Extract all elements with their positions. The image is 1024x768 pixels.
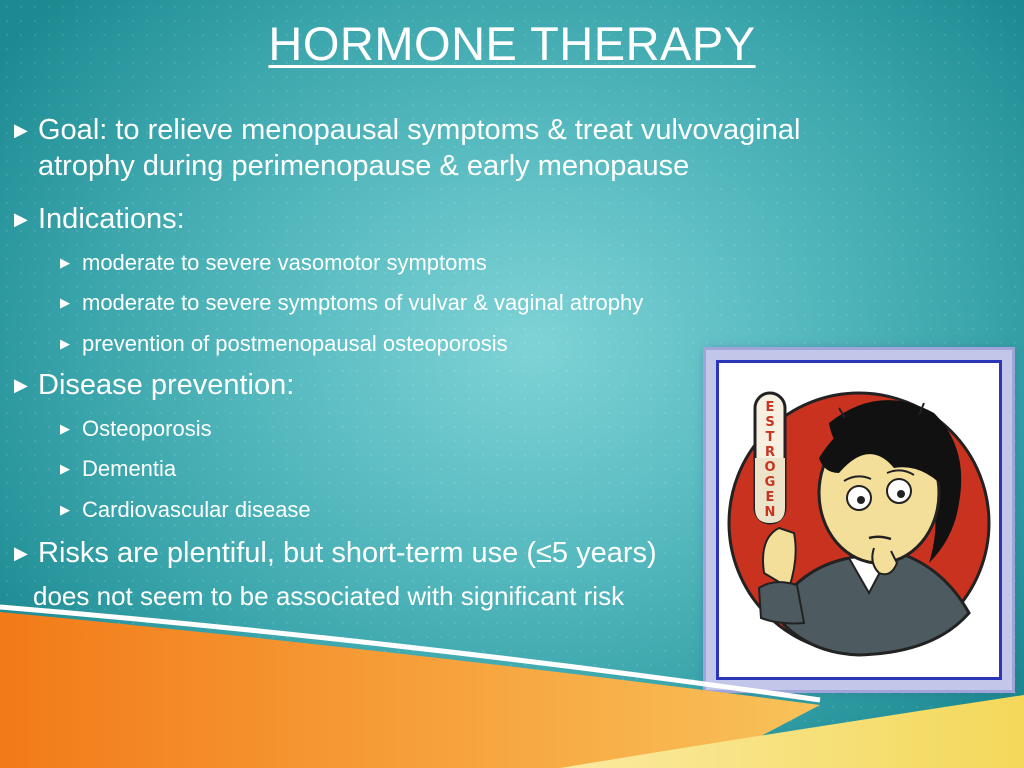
sub-bullet-text: Dementia (82, 456, 177, 481)
bullet-goal-line1: Goal: to relieve menopausal symptoms & treat vulvovaginal (38, 114, 801, 146)
pill-letter: T (765, 430, 775, 445)
pill-letter: E (765, 400, 775, 415)
sub-bullet-arrow-icon: ▶ (60, 295, 70, 310)
pill-letter: O (764, 460, 776, 475)
sub-bullet-text: moderate to severe symptoms of vulvar & vaginal atrophy (82, 290, 644, 315)
sub-bullet-arrow-icon: ▶ (60, 461, 70, 476)
bullet-arrow-icon: ▶ (14, 209, 28, 229)
sub-bullet-text: Cardiovascular disease (82, 497, 311, 522)
pill-letter: N (764, 505, 776, 520)
bullet-risks-line2: does not seem to be associated with significant risk (33, 581, 625, 611)
bullet-disease-prevention-label: Disease prevention: (38, 369, 295, 401)
pill-letter: E (765, 490, 775, 505)
sub-bullet-arrow-icon: ▶ (60, 502, 70, 517)
slide-title-text: HORMONE THERAPY (268, 17, 756, 70)
pill-letter: G (764, 475, 776, 490)
bullet-goal-line2: atrophy during perimenopause & early menopause (38, 150, 690, 182)
sub-bullet-text: Osteoporosis (82, 416, 212, 441)
bullet-arrow-icon: ▶ (14, 543, 28, 563)
bullet-risks-line1: Risks are plentiful, but short-term use (≤5 years) (38, 537, 657, 569)
bullet-arrow-icon: ▶ (14, 375, 28, 395)
bullet-indications-label: Indications: (38, 203, 185, 235)
sub-bullet-arrow-icon: ▶ (60, 336, 70, 351)
pill-letter: R (764, 445, 776, 460)
bullet-arrow-icon: ▶ (14, 120, 28, 140)
sub-bullet-arrow-icon: ▶ (60, 421, 70, 436)
sub-bullet-text: prevention of postmenopausal osteoporosis (82, 331, 508, 356)
sub-bullet-text: moderate to severe vasomotor symptoms (82, 250, 487, 275)
sub-bullet-arrow-icon: ▶ (60, 255, 70, 270)
pill-letter: S (765, 415, 775, 430)
